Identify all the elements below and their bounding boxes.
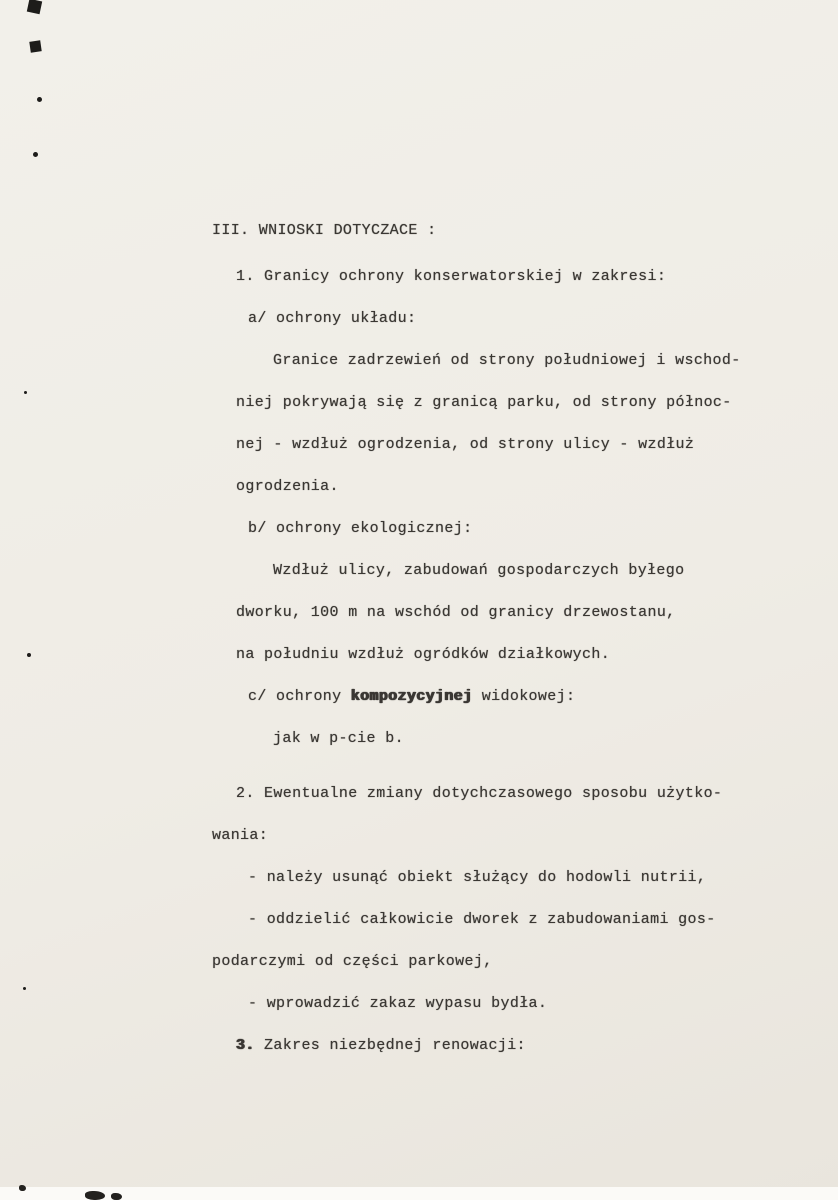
line-item: - wprowadzić zakaz wypasu bydła. [248,995,548,1012]
line-item: dworku, 100 m na wschód od granicy drzewostanu, [236,604,676,621]
line-item: b/ ochrony ekologicznej: [248,520,473,537]
line-text: widokowej: [472,688,576,705]
line-item: wania: [212,827,269,844]
scan-artifact [37,97,42,102]
line-item: ogrodzenia. [236,478,339,495]
scan-artifact [111,1193,122,1200]
line-item: - należy usunąć obiekt służący do hodowli nutrii, [248,869,707,886]
scan-artifact [33,152,38,157]
document-content [0,210,838,1067]
line-item: nej - wzdłuż ogrodzenia, od strony ulicy - wzdłuż [236,436,695,453]
scan-edge-band [0,1187,838,1200]
scan-artifact [19,1185,26,1191]
section-heading: III. WNIOSKI DOTYCZACE : [212,222,437,239]
line-text: c/ ochrony [248,688,351,705]
line-item: jak w p-cie b. [273,730,404,747]
line-item: - oddzielić całkowicie dworek z zabudowaniami gos- [248,911,716,928]
scan-artifact [27,653,31,657]
scan-artifact [27,0,42,14]
overstruck-text: kompozycyjnej [350,688,473,705]
line-item: niej pokrywają się z granicą parku, od strony północ- [236,394,732,411]
line-item: a/ ochrony układu: [248,310,417,327]
line-item: 2. Ewentualne zmiany dotychczasowego sposobu użytko- [236,785,723,802]
scan-artifact [85,1191,105,1200]
line-item: Granice zadrzewień od strony południowej i wschod- [273,352,741,369]
line-item: podarczymi od części parkowej, [212,953,493,970]
scan-artifact [23,987,26,990]
scan-artifact [29,40,41,52]
line-item [236,1025,838,1067]
line-item: na południu wzdłuż ogródków działkowych. [236,646,611,663]
line-item: 1. Granicy ochrony konserwatorskiej w zakresi: [236,268,667,285]
line-item [248,676,838,718]
line-item: Wzdłuż ulicy, zabudowań gospodarczych byłego [273,562,685,579]
line-text: Zakres niezbędnej renowacji: [254,1037,526,1054]
overstruck-text: 3. [236,1037,255,1054]
scan-artifact [24,391,27,394]
